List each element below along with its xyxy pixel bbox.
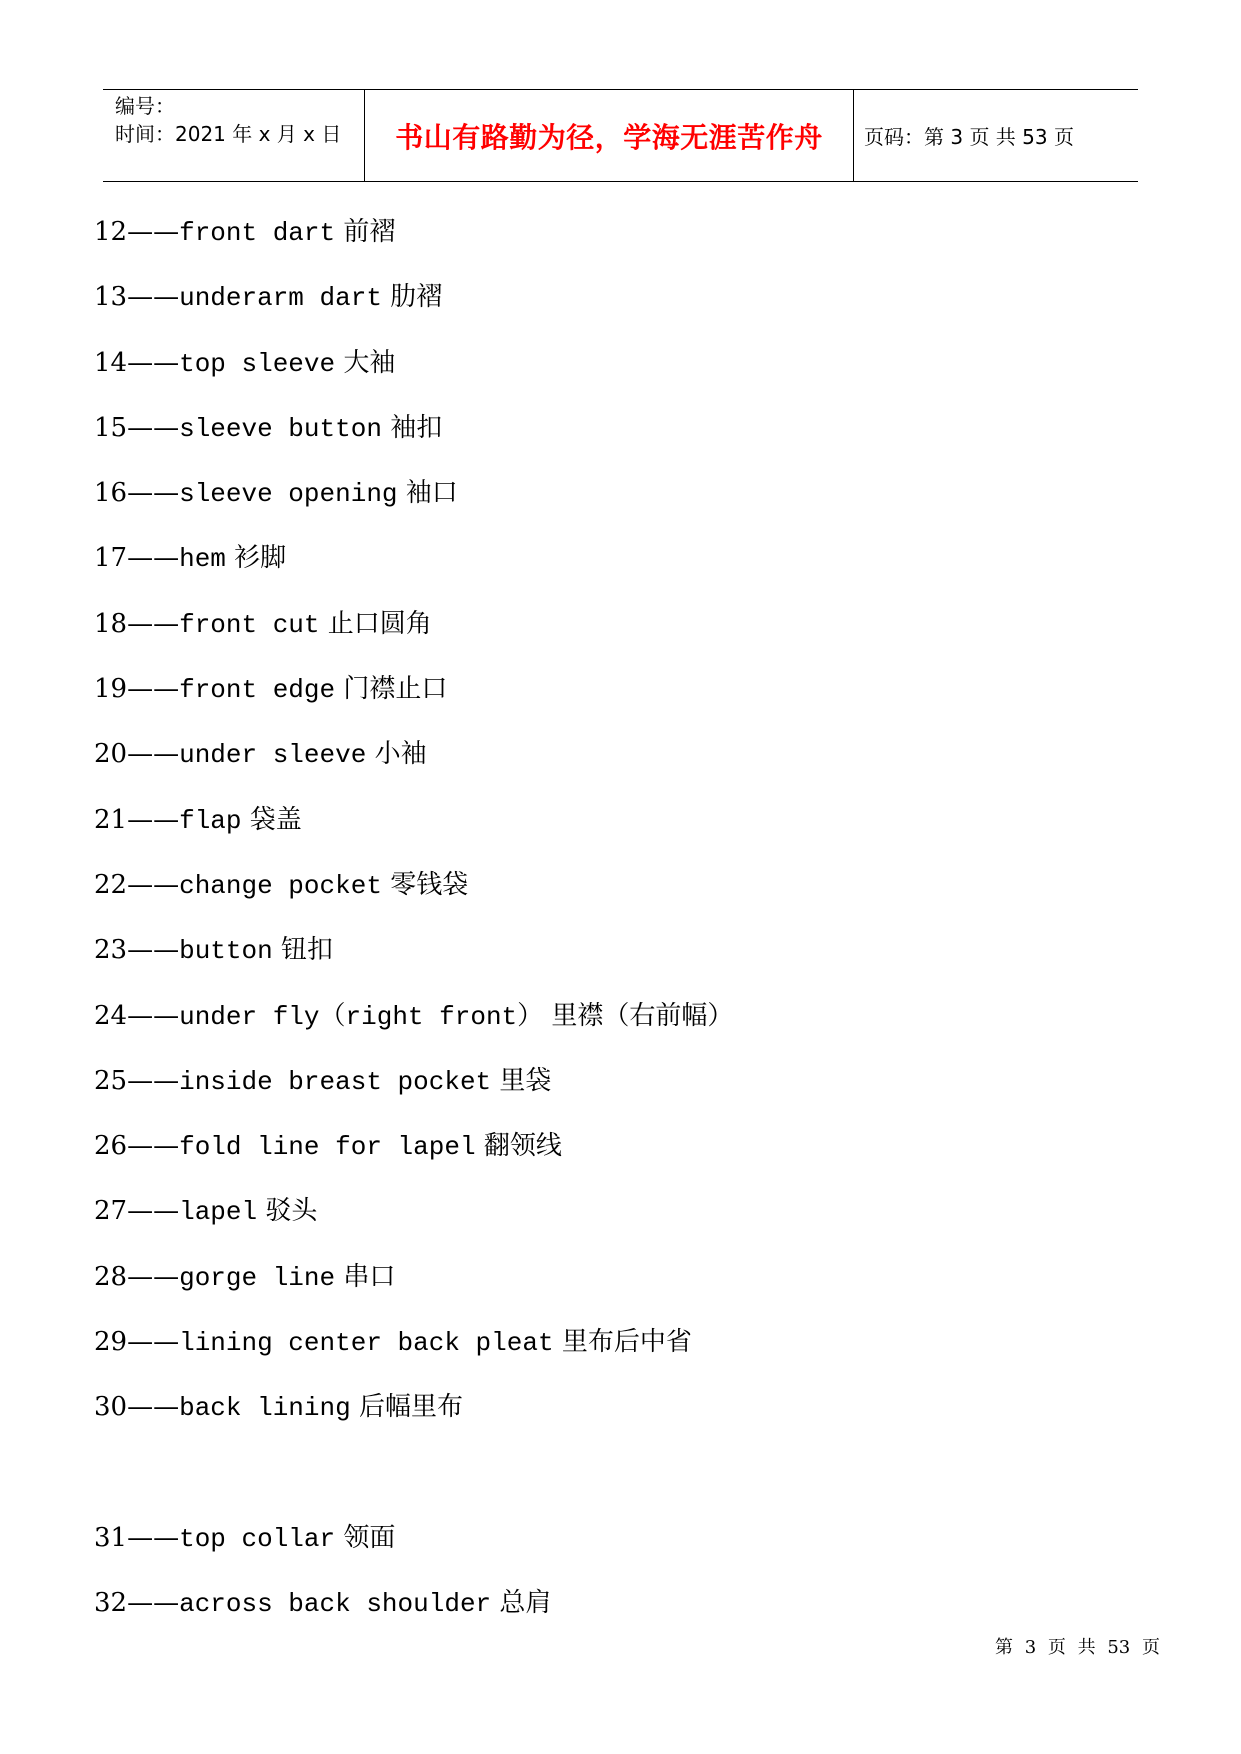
header-motto-cell — [365, 90, 854, 181]
list-item: 13——underarm dart 肋褶 — [94, 282, 443, 314]
list-item: 19——front edge 门襟止口 — [94, 674, 448, 706]
list-item: 31——top collar 领面 — [94, 1522, 396, 1554]
list-item: 23——button 钮扣 — [94, 935, 333, 967]
list-item: 32——across back shoulder 总肩 — [94, 1588, 552, 1620]
list-item: 21——flap 袋盖 — [94, 804, 302, 836]
list-item: 25——inside breast pocket 里袋 — [94, 1065, 552, 1097]
list-item: 20——under sleeve 小袖 — [94, 739, 427, 771]
header-motto: 书山有路勤为径，学海无涯苦作舟 — [395, 120, 823, 154]
list-item: 24——under fly（right front） 里襟（右前幅） — [94, 1000, 734, 1032]
list-item: 16——sleeve opening 袖口 — [94, 478, 458, 510]
list-item: 30——back lining 后幅里布 — [94, 1392, 464, 1424]
list-item: 28——gorge line 串口 — [94, 1261, 396, 1293]
list-item: 29——lining center back pleat 里布后中省 — [94, 1327, 692, 1359]
glossary-list — [94, 217, 733, 1654]
header-page-code: 页码：第 3 页 共 53 页 — [864, 125, 1074, 149]
footer-page-number: 第 3 页 共 53 页 — [995, 1637, 1160, 1658]
list-item: 26——fold line for lapel 翻领线 — [94, 1131, 562, 1163]
list-item: 22——change pocket 零钱袋 — [94, 869, 469, 901]
list-item: 14——top sleeve 大袖 — [94, 347, 396, 379]
serial-number-label: 编号： — [115, 94, 175, 118]
header-meta-cell — [103, 90, 365, 181]
document-header — [103, 89, 1138, 182]
date-label: 时间：2021 年 x 月 x 日 — [115, 122, 342, 146]
list-item: 15——sleeve button 袖扣 — [94, 412, 443, 444]
list-item: 17——hem 衫脚 — [94, 543, 287, 575]
list-item: 12——front dart 前褶 — [94, 217, 396, 248]
header-page-cell — [854, 90, 1138, 181]
list-item: 27——lapel 驳头 — [94, 1196, 318, 1228]
page-footer — [995, 1633, 1160, 1659]
list-item: 18——front cut 止口圆角 — [94, 608, 432, 640]
